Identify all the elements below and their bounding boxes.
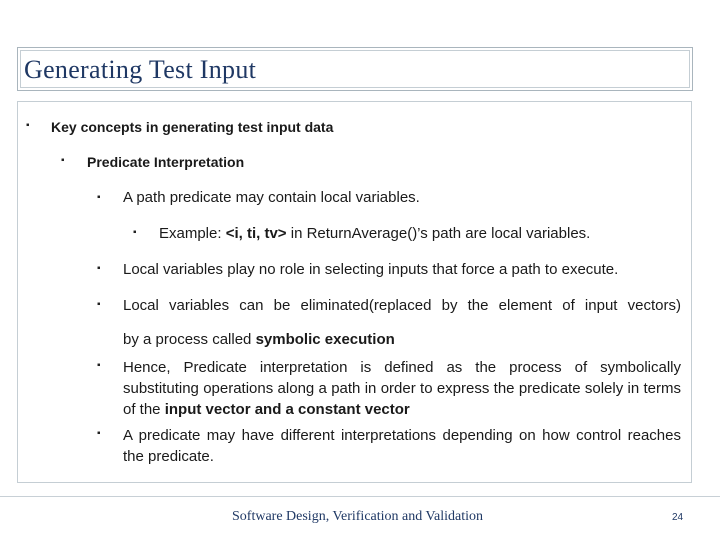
local-play-text: Local variables play no role in selecting inputs that force a path to execute.: [123, 261, 619, 278]
footer-divider: [0, 496, 720, 497]
footer-text: Software Design, Verification and Validation: [232, 509, 484, 524]
bullet-icon: ▪: [26, 120, 30, 131]
bullet-icon: ▪: [97, 263, 101, 274]
bullet-icon: ▪: [97, 192, 101, 203]
bullet-icon: ▪: [61, 155, 65, 166]
level1-heading: Key concepts in generating test input data: [51, 119, 334, 135]
local-elim-line1: Local variables can be eliminated(replaced by the element of input vectors): [123, 297, 681, 314]
hence-paragraph: Hence, Predicate interpretation is defined as the process of symbolically substituting operations along a path in order to express the predicate solely in terms of the input vector and a constant vector: [123, 359, 681, 418]
bullet-icon: ▪: [97, 299, 101, 310]
level2-heading: Predicate Interpretation: [87, 154, 245, 170]
bullet-icon: ▪: [97, 428, 101, 439]
slide-title: Generating Test Input: [24, 55, 257, 84]
bullet-icon: ▪: [133, 227, 137, 238]
local-elim-line2: by a process called symbolic execution: [123, 331, 395, 348]
predicate-paragraph: A predicate may have different interpretations depending on how control reaches the predicate.: [123, 427, 681, 465]
page-number: 24: [672, 512, 684, 523]
bullet-icon: ▪: [97, 360, 101, 371]
path-predicate-text: A path predicate may contain local variables.: [123, 189, 420, 206]
example-text: Example: <i, ti, tv> in ReturnAverage()’s path are local variables.: [159, 225, 591, 242]
